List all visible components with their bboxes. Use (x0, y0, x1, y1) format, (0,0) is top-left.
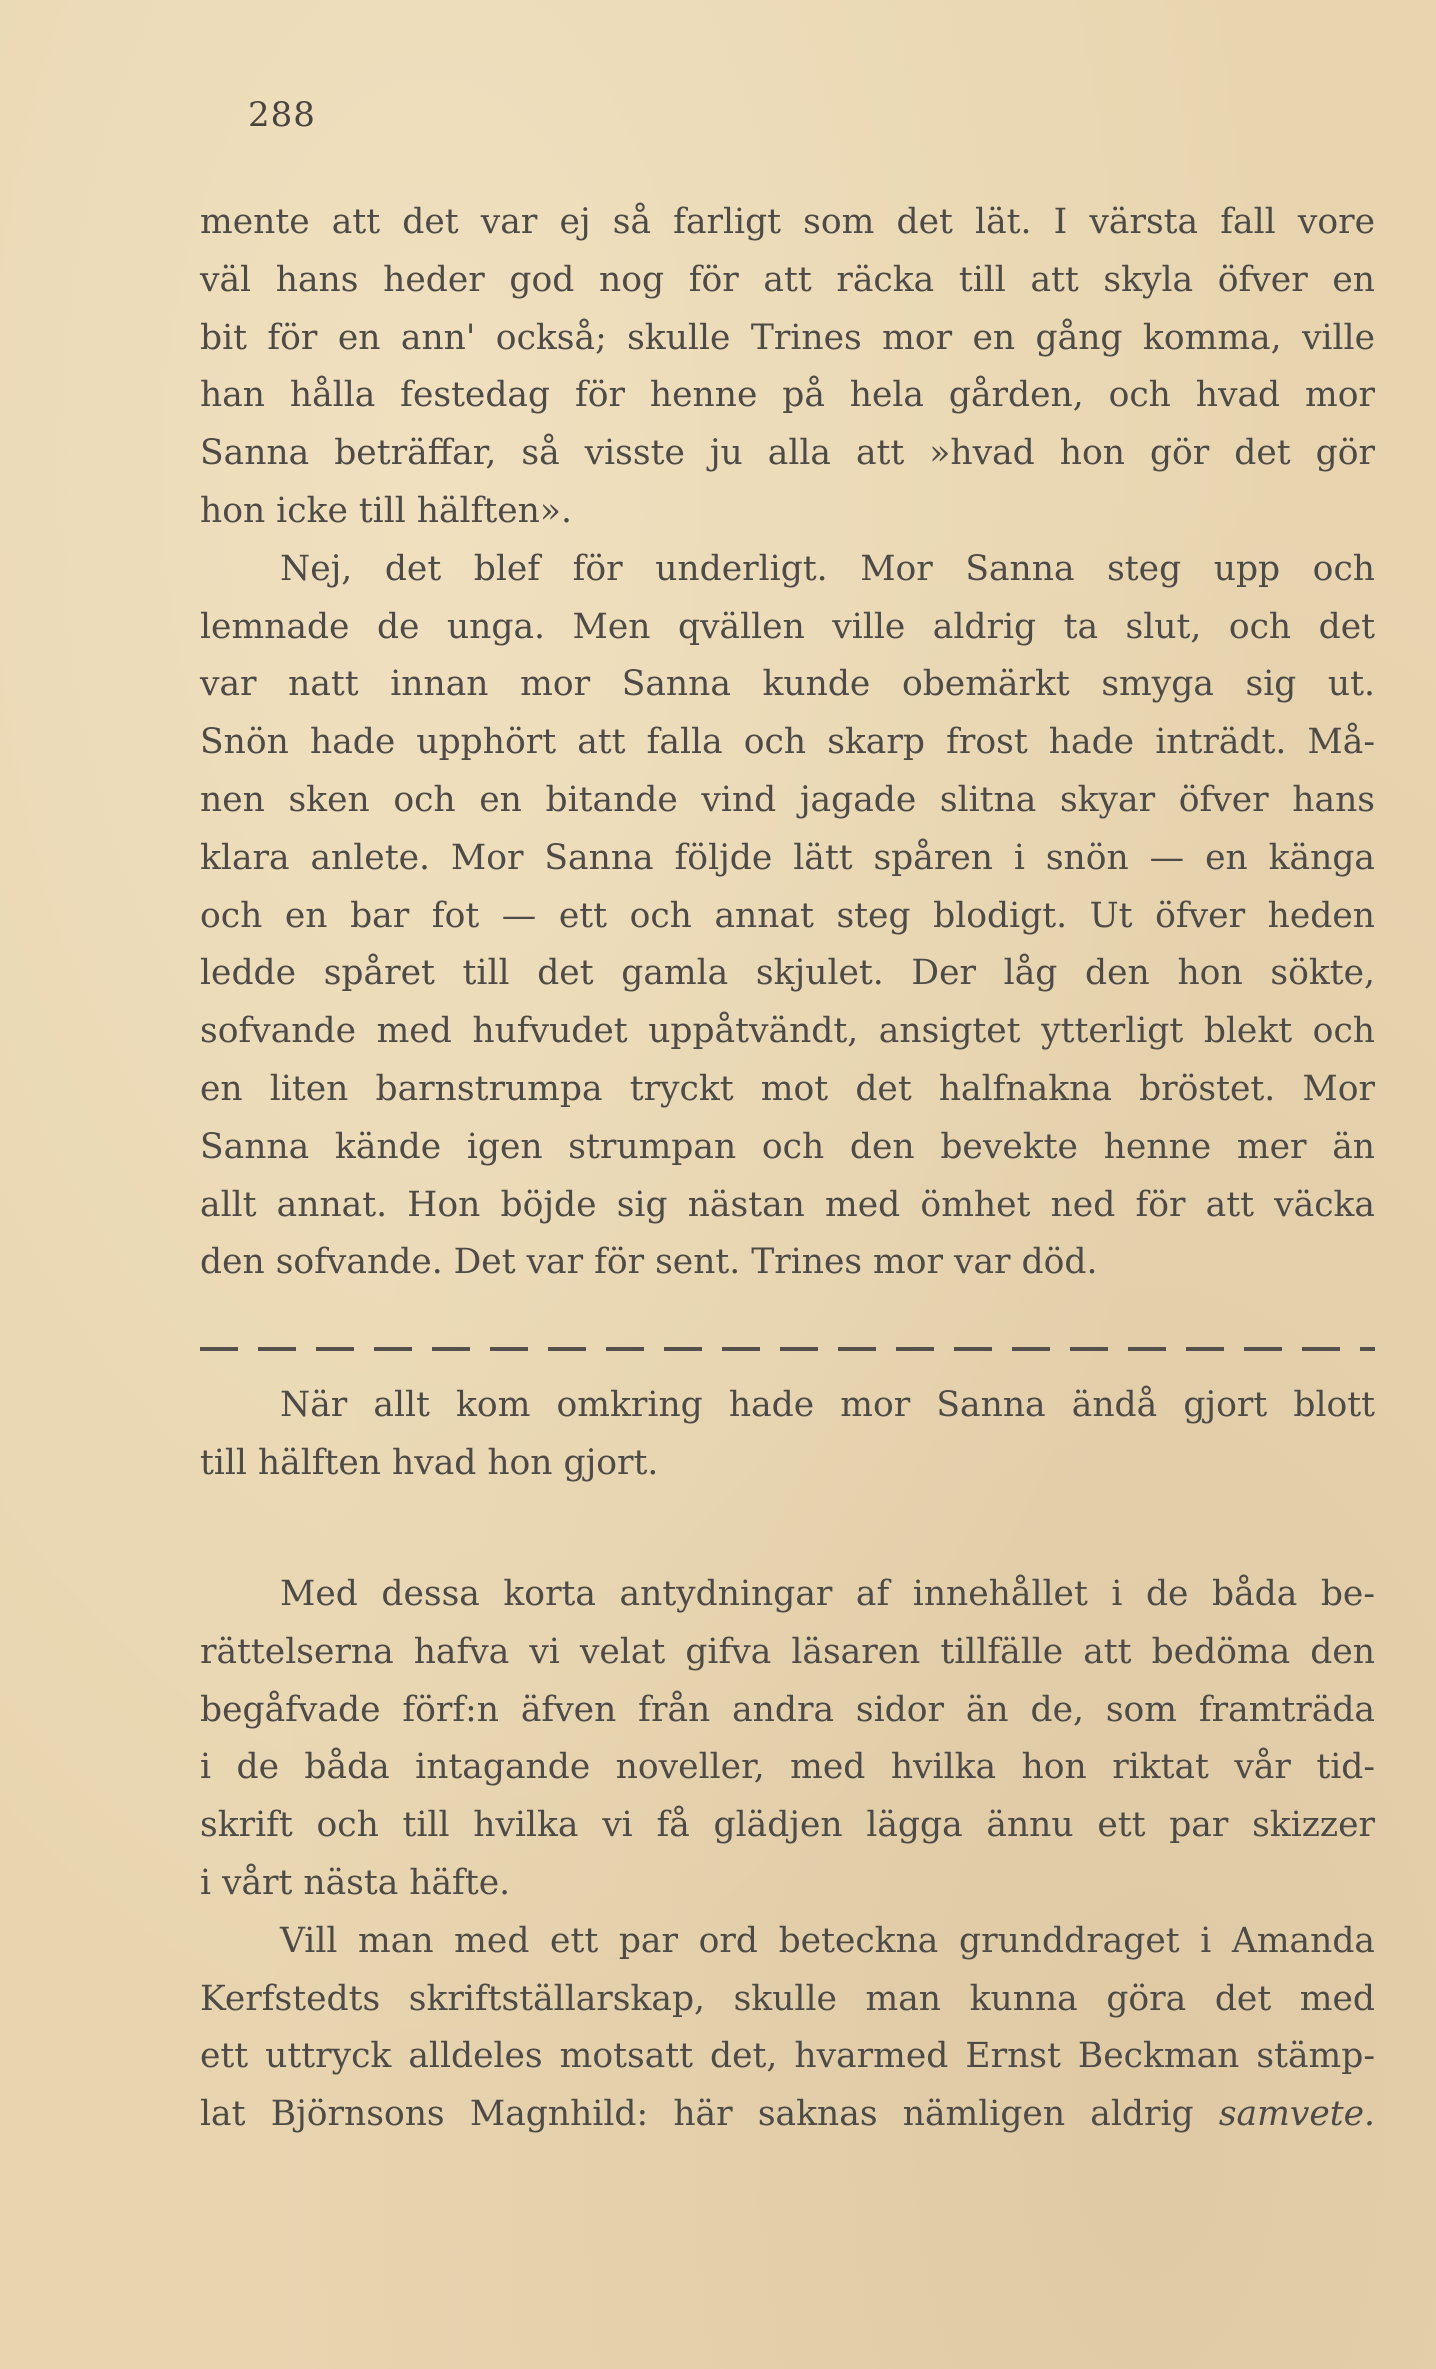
text-line: Sanna beträffar, så visste ju alla att »hvad hon gör det gör (200, 433, 1375, 474)
text-line: och en bar fot — ett och annat steg blodigt. Ut öfver heden (200, 895, 1375, 936)
text-line: den sofvande. Det var för sent. Trines mor var död. (200, 1242, 1098, 1283)
text-line: nen sken och en bitande vind jagade slitna skyar öfver hans (200, 779, 1375, 820)
text-line: han hålla festedag för henne på hela gården, och hvad mor (200, 375, 1375, 416)
text-line: var natt innan mor Sanna kunde obemärkt smyga sig ut. (200, 664, 1375, 705)
italic-word: samvete. (1218, 2094, 1375, 2135)
text-line: hon icke till hälften». (200, 490, 572, 531)
text-line: skrift och till hvilka vi få glädjen lägga ännu ett par skizzer (200, 1805, 1375, 1846)
text-line: Vill man med ett par ord beteckna grunddraget i Amanda (280, 1920, 1375, 1961)
text-line: klara anlete. Mor Sanna följde lätt spåren i snön — en känga (200, 837, 1375, 878)
text-line: till hälften hvad hon gjort. (200, 1442, 659, 1483)
text-line: Sanna kände igen strumpan och den bevekte henne mer än (200, 1126, 1375, 1167)
text-block-review (200, 1566, 1375, 2144)
text-line: i vårt nästa häfte. (200, 1862, 511, 1903)
text-line-final (200, 2086, 1375, 2144)
text-line: Kerfstedts skriftställarskap, skulle man kunna göra det med (200, 1978, 1375, 2019)
text-line: bit för en ann' också; skulle Trines mor en gång komma, ville (200, 317, 1375, 358)
text-line: i de båda intagande noveller, med hvilka hon riktat vår tid- (200, 1747, 1375, 1788)
text-line: Snön hade upphört att falla och skarp frost hade inträdt. Må- (200, 722, 1375, 763)
text-line: ledde spåret till det gamla skjulet. Der låg den hon sökte, (200, 953, 1375, 994)
text-line: allt annat. Hon böjde sig nästan med ömhet ned för att väcka (200, 1184, 1375, 1225)
text-line: mente att det var ej så farligt som det lät. I värsta fall vore (200, 202, 1375, 242)
text-line: Med dessa korta antydningar af innehållet i de båda be- (280, 1574, 1375, 1614)
text-line: När allt kom omkring hade mor Sanna ändå gjort blott (280, 1385, 1375, 1425)
text-line: begåfvade förf:n äfven från andra sidor än de, som framträda (200, 1689, 1375, 1730)
text-line-content: lat Björnsons Magnhild: här saknas nämligen aldrig (200, 2094, 1194, 2135)
text-block-story-end (200, 194, 1375, 1292)
text-line: Nej, det blef för underligt. Mor Sanna steg upp och (280, 548, 1375, 589)
dashed-divider (200, 1347, 1375, 1351)
text-block-epilogue (200, 1377, 1375, 1493)
text-line: rättelserna hafva vi velat gifva läsaren tillfälle att bedöma den (200, 1631, 1375, 1672)
text-line: ett uttryck alldeles motsatt det, hvarmed Ernst Beckman stämp- (200, 2036, 1375, 2077)
text-line: en liten barnstrumpa tryckt mot det halfnakna bröstet. Mor (200, 1068, 1375, 1109)
text-line: sofvande med hufvudet uppåtvändt, ansigtet ytterligt blekt och (200, 1011, 1375, 1052)
text-line: väl hans heder god nog för att räcka till att skyla öfver en (200, 259, 1375, 300)
page-number: 288 (248, 95, 316, 135)
text-line: lemnade de unga. Men qvällen ville aldrig ta slut, och det (200, 606, 1375, 647)
